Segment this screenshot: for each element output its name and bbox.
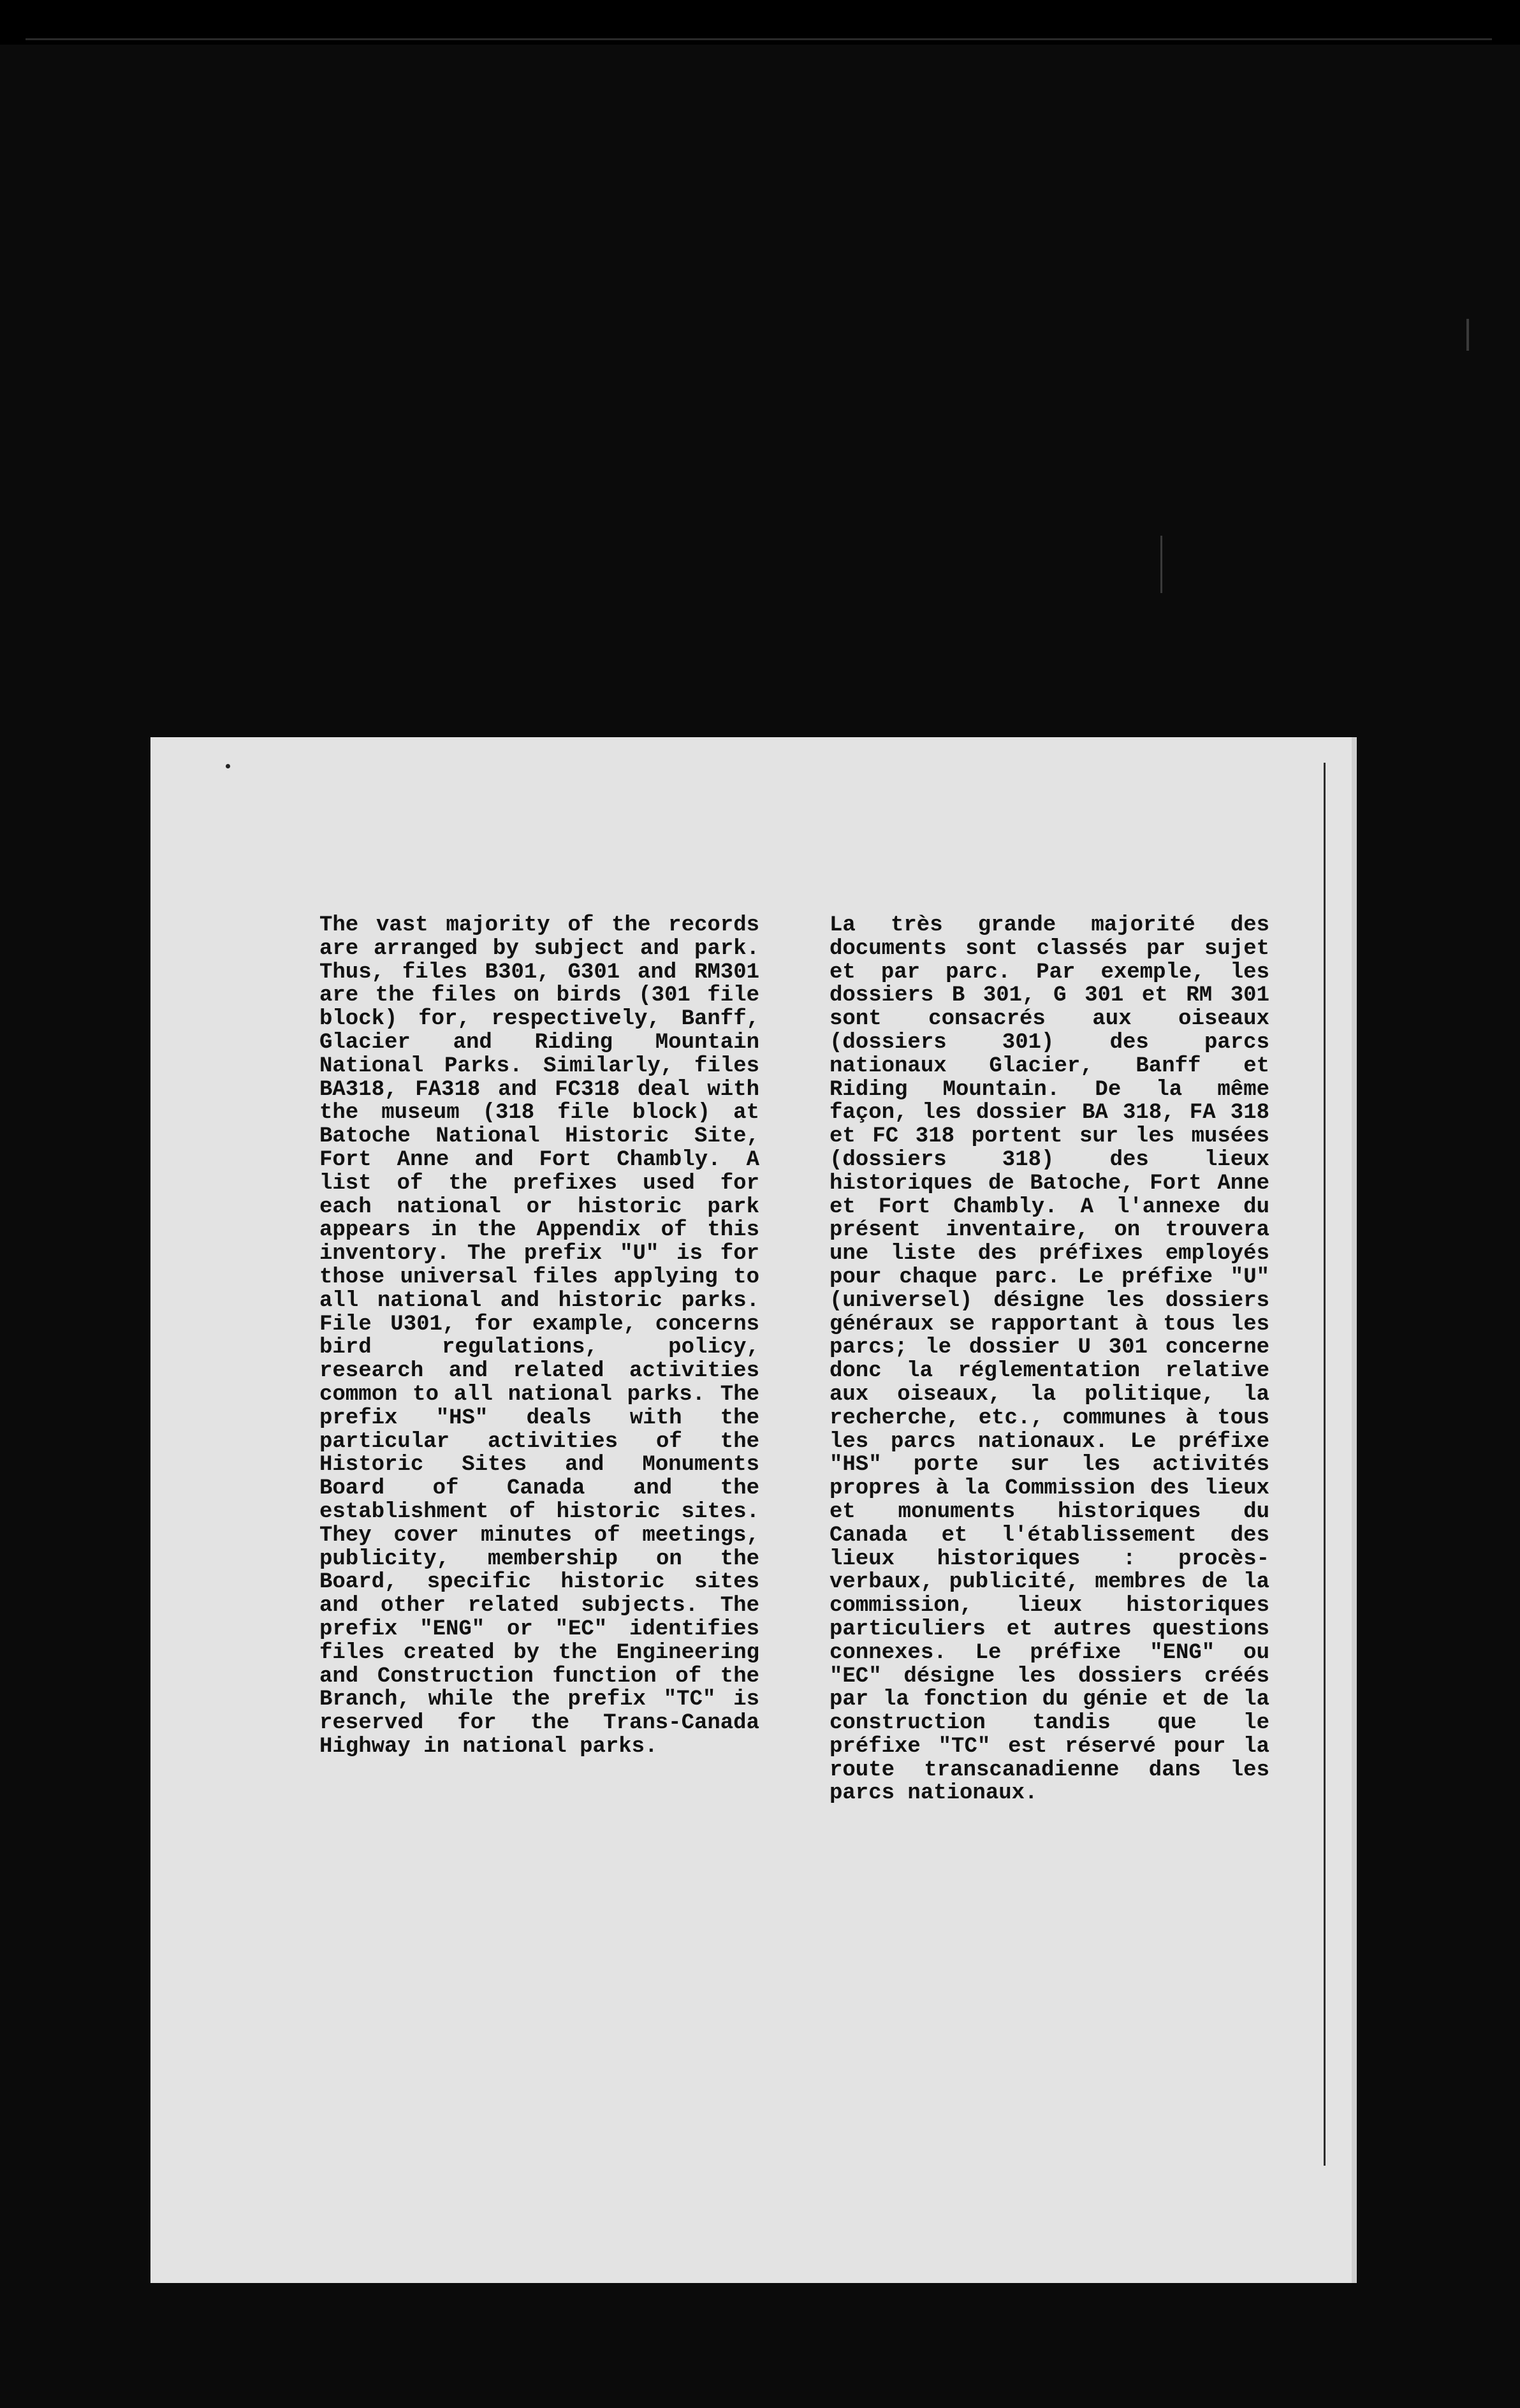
french-paragraph: La très grande majorité des documents sont classés par sujet et par parc. Par exemple, les dossiers B 301, G 301 et RM 301 sont consacrés aux oiseaux (dossiers 301) des parcs nationaux Glacier, Banff et Riding Mountain. De la même façon, les dossier BA 318, FA 318 et FC 318 portent sur les musées (dossiers 318) des lieux historiques de Batoche, Fort Anne et Fort Chambly. A l'annexe du présent inventaire, on trouvera une liste des préfixes employés pour chaque parc. Le préfixe "U" (universel) désigne les dossiers généraux se rapportant à tous les parcs; le dossier U 301 concerne donc la réglementation relative aux oiseaux, la politique, la recherche, etc., communes à tous les parcs nationaux. Le préfixe "HS" porte sur les activités propres à la Commission des lieux et monuments historiques du Canada et l'établissement des lieux historiques : procès-verbaux, publicité, membres de la commission, lieux historiques particuliers et autres questions connexes. Le préfixe "ENG" ou "EC" désigne les dossiers créés par la fonction du génie et de la construction tandis que le préfixe "TC" est réservé pour la route transcanadienne dans les parcs nationaux. [829, 913, 1283, 1806]
page-speck [226, 764, 230, 768]
document-page [150, 737, 1357, 2283]
page-margin-line [1324, 763, 1326, 2166]
film-scratch-mark [1160, 536, 1162, 593]
english-paragraph: The vast majority of the records are arranged by subject and park. Thus, files B301, G301 and RM301 are the files on birds (301 file block) for, respectively, Banff, Glacier and Riding Mountain National Parks. Similarly, files BA318, FA318 and FC318 deal with the museum (318 file block) at Batoche National Historic Site, Fort Anne and Fort Chambly. A list of the prefixes used for each national or historic park appears in the Appendix of this inventory. The prefix "U" is for those universal files applying to all national and historic parks. File U301, for example, concerns bird regulations, policy, research and related activities common to all national parks. The prefix "HS" deals with the particular activities of the Historic Sites and Monuments Board of Canada and the establishment of historic sites. They cover minutes of meetings, publicity, membership on the Board, specific historic sites and other related subjects. The prefix "ENG" or "EC" identifies files created by the Engineering and Construction function of the Branch, while the prefix "TC" is reserved for the Trans-Canada Highway in national parks. [319, 913, 773, 1759]
page-edge [1352, 737, 1357, 2283]
film-scratch-line [26, 38, 1492, 40]
film-scratch-mark [1466, 319, 1469, 351]
